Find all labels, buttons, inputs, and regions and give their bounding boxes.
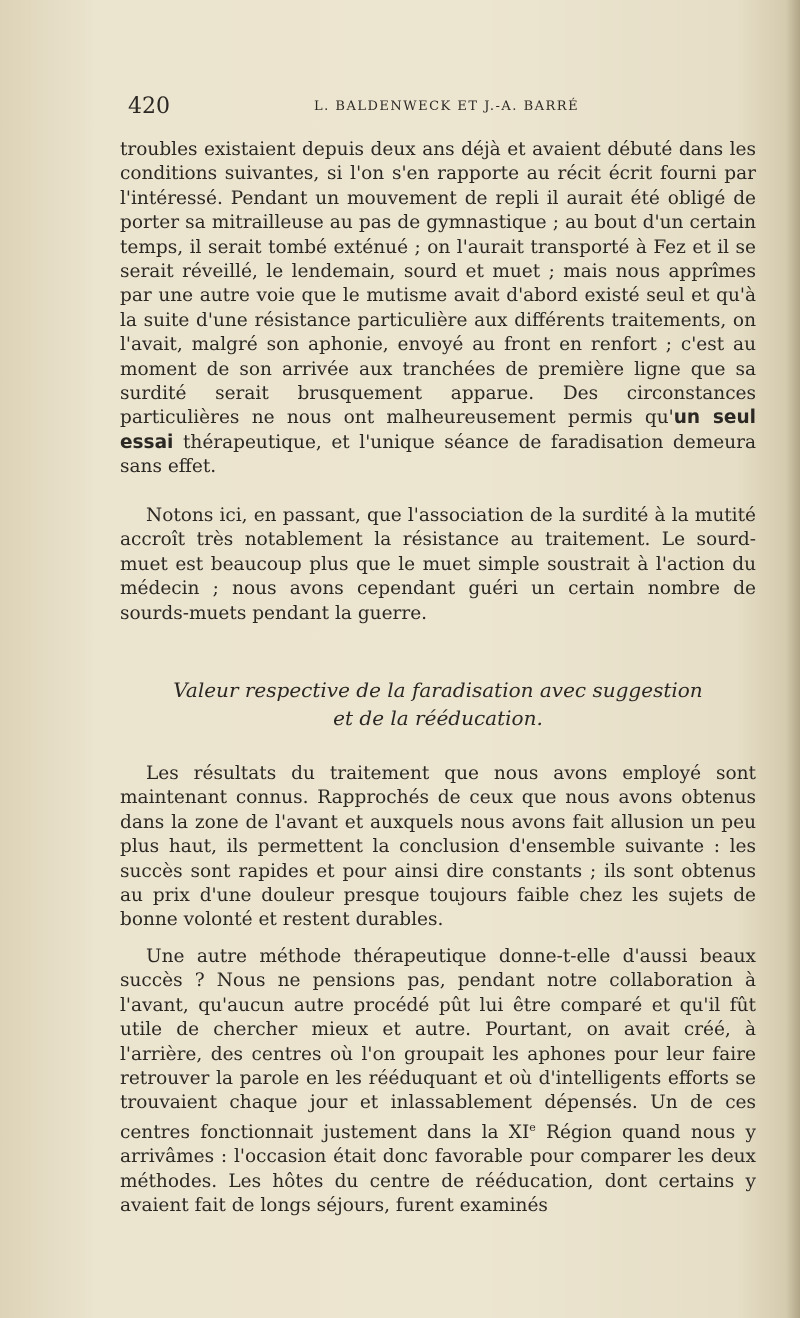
- paragraph-4-text-a: Une autre méthode thérapeutique donne-t-elle d'aussi beaux succès ? Nous ne pensions pas, pendant notre collaboration à l'avant, qu'aucun autre procédé pût lui être comparé et qu'il fût utile de chercher mieux et autre. Pourtant, on avait créé, à l'arrière, des centres où l'on groupait les aphones pour leur faire retrouver la parole en les rééduquant et où d'intelligents efforts se trouvaient chaque jour et inlassablement dépensés. Un de ces centres fonctionnait justement dans la XI: [120, 946, 756, 1143]
- paragraph-4-text-b: Région quand nous y arrivâmes : l'occasion était donc favorable pour comparer les deux méthodes. Les hôtes du centre de rééducation, dont certains y avaient fait de longs séjours, furent examinés: [120, 1122, 756, 1217]
- paragraph-1-end: thérapeutique, et l'unique séance de faradisation demeura sans effet.: [120, 431, 756, 478]
- paragraph-4: [120, 945, 756, 1219]
- paragraph-3: [120, 762, 756, 933]
- paragraph-1-text: troubles existaient depuis deux ans déjà et avaient débuté dans les conditions suivantes, si l'on s'en rapporte au récit écrit fourni par l'intéressé. Pendant un mouvement de repli il aurait été obligé de porter sa mitrailleuse au pas de gymnastique ; au bout d'un certain temps, il serait tombé exténué ; on l'aurait transporté à Fez et il se serait réveillé, le lendemain, sourd et muet ; mais nous apprîmes par une autre voie que le mutisme avait d'abord existé seul et qu'à la suite d'une résistance particulière aux différents traitements, on l'avait, malgré son aphonie, envoyé au front en renfort ; c'est au moment de son arrivée aux tranchées de première ligne que sa surdité serait brusquement apparue. Des circonstances particulières ne nous ont malheureusement permis qu': [120, 139, 756, 429]
- section-heading: [120, 676, 756, 732]
- paragraph-2: [120, 504, 756, 626]
- paragraph-4-superscript: e: [529, 1120, 536, 1134]
- section-heading-line-2: et de la rééducation.: [333, 706, 543, 730]
- paragraph-3-text: Les résultats du traitement que nous avons employé sont maintenant connus. Rapprochés de ceux que nous avons obtenus dans la zone de l'avant et auxquels nous avons fait allusion un peu plus haut, ils permettent la conclusion d'ensemble suivante : les succès sont rapides et pour ainsi dire constants ; ils sont obtenus au prix d'une douleur presque toujours faible chez les sujets de bonne volonté et restent durables.: [120, 763, 756, 931]
- page-header: [124, 94, 764, 122]
- paragraph-1: [120, 138, 756, 480]
- section-heading-line-1: Valeur respective de la faradisation avec suggestion: [173, 678, 703, 702]
- page-number: 420: [128, 94, 170, 119]
- paragraph-2-text: Notons ici, en passant, que l'association de la surdité à la mutité accroît très notablement la résistance au traitement. Le sourd-muet est beaucoup plus que le muet simple soustrait à l'action du médecin ; nous avons cependant guéri un certain nombre de sourds-muets pendant la guerre.: [120, 505, 756, 624]
- running-head: L. BALDENWECK ET J.-A. BARRÉ: [314, 99, 580, 114]
- paragraph-1-bold: un seul essai: [120, 407, 756, 453]
- page-edge-shadow: [786, 0, 800, 1318]
